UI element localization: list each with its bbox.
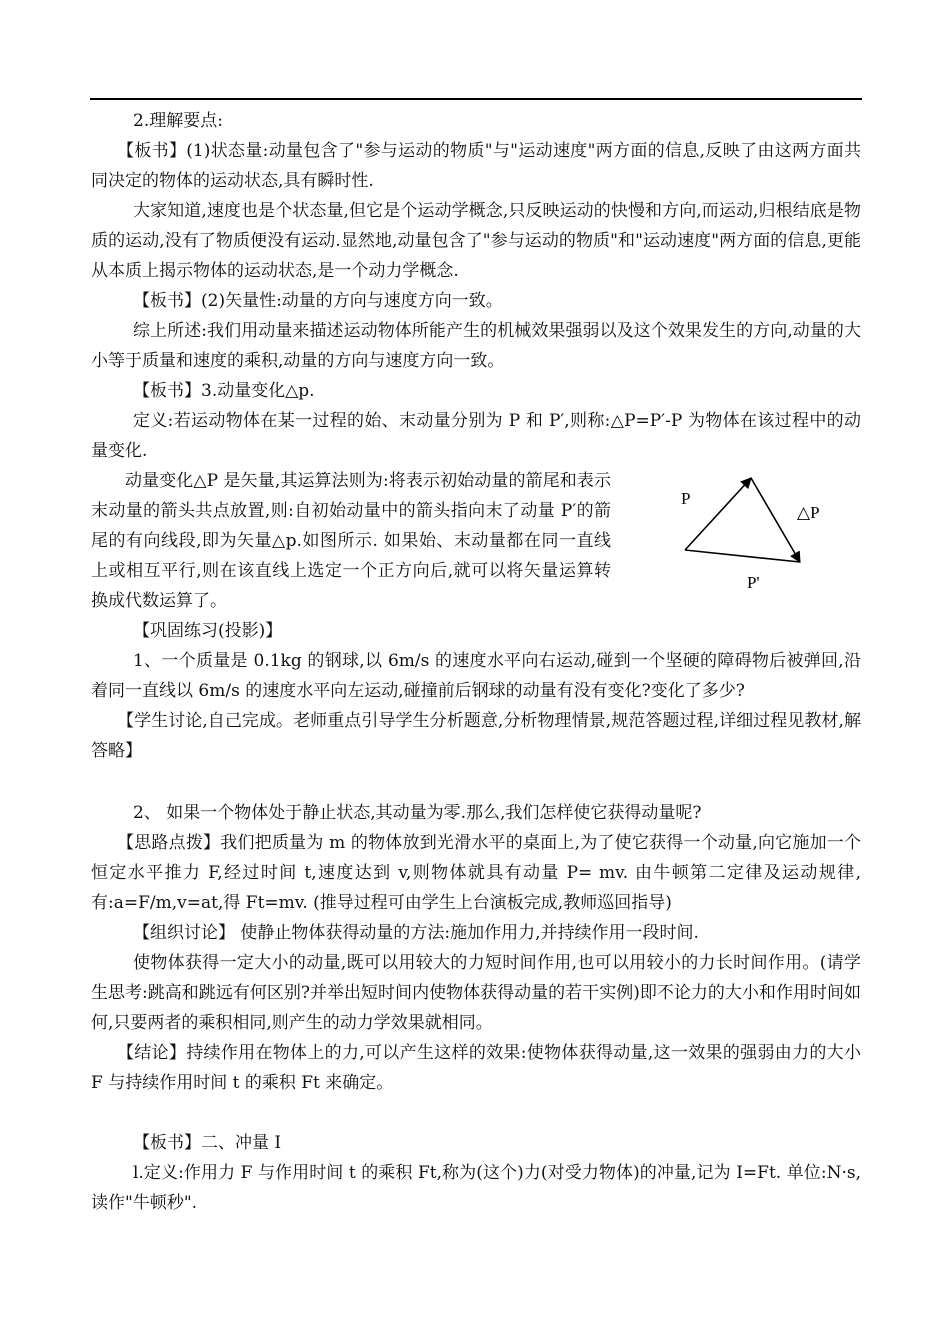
label-delta-p: △P [797,503,820,522]
paragraph: 动量变化△P 是矢量,其运算法则为:将表示初始动量的箭尾和表示末动量的箭头共点放置,则:自初始动量中的箭头指向末了动量 P′的箭尾的有向线段,即为矢量△p.如图所示. 如果始、末动量都在同一直线上或相互平行,则在该直线上选定一个正方向后,就可以将矢量运算转换成代数运算了。 [91,471,611,611]
vector-triangle-figure [665,470,865,590]
paragraph: 【板书】(1)状态量:动量包含了"参与运动的物质"与"运动速度"两方面的信息,反映了由这两方面共同决定的物体的运动状态,具有瞬时性. [91,141,861,191]
paragraph: 【学生讨论,自己完成。老师重点引导学生分析题意,分析物理情景,规范答题过程,详细过程见教材,解答略】 [91,711,861,761]
paragraph: 2、 如果一个物体处于静止状态,其动量为零.那么,我们怎样使它获得动量呢? [133,803,702,823]
paragraph: 【组织讨论】 使静止物体获得动量的方法:施加作用力,并持续作用一段时间. [133,923,699,943]
paragraph: 2.理解要点: [133,111,223,131]
vector-section [91,466,861,616]
document-body [91,106,861,1218]
vector-p-prime-line [685,550,800,562]
paragraph: 【板书】3.动量变化△p. [133,381,315,401]
paragraph: 1、一个质量是 0.1kg 的钢球,以 6m/s 的速度水平向右运动,碰到一个坚硬的障碍物后被弹回,沿着同一直线以 6m/s 的速度水平向左运动,碰撞前后钢球的动量有没有变化?变化了多少? [91,651,861,701]
header-rule [90,98,862,100]
paragraph: 【巩固练习(投影)】 [133,621,283,641]
paragraph: 【思路点拨】我们把质量为 m 的物体放到光滑水平的桌面上,为了使它获得一个动量,向它施加一个恒定水平推力 F,经过时间 t,速度达到 v,则物体就具有动量 P= mv. 由牛顿第二定律及运动规律,有:a=F/m,v=at,得 Ft=mv. (推导过程可由学生上台演板完成,教师巡回指导) [91,833,861,913]
vector-triangle-svg [665,470,865,590]
paragraph: 大家知道,速度也是个状态量,但它是个运动学概念,只反映运动的快慢和方向,而运动,归根结底是物质的运动,没有了物质便没有运动.显然地,动量包含了"参与运动的物质"和"运动速度"两方面的信息,更能从本质上揭示物体的运动状态,是一个动力学概念. [91,201,861,281]
vector-p-arrow [685,478,751,550]
spacer [91,1098,861,1128]
label-p: P [681,489,691,508]
label-p-prime: P' [747,573,760,592]
paragraph: l.定义:作用力 F 与作用时间 t 的乘积 Ft,称为(这个)力(对受力物体)的冲量,记为 I=Ft. 单位:N·s,读作"牛顿秒". [91,1163,861,1213]
paragraph: 使物体获得一定大小的动量,既可以用较大的力短时间作用,也可以用较小的力长时间作用。(请学生思考:跳高和跳远有何区别?并举出短时间内使物体获得动量的若干实例)即不论力的大小和作用时间如何,只要两者的乘积相同,则产生的动力学效果就相同。 [91,953,861,1033]
paragraph: 【板书】(2)矢量性:动量的方向与速度方向一致。 [133,291,503,311]
paragraph: 定义:若运动物体在某一过程的始、末动量分别为 P 和 P′,则称:△P=P′-P 为物体在该过程中的动量变化. [91,411,861,461]
spacer [91,766,861,798]
paragraph: 综上所述:我们用动量来描述运动物体所能产生的机械效果强弱以及这个效果发生的方向,动量的大小等于质量和速度的乘积,动量的方向与速度方向一致。 [91,321,861,371]
vector-delta-p-arrow [751,478,800,562]
paragraph: 【结论】持续作用在物体上的力,可以产生这样的效果:使物体获得动量,这一效果的强弱由力的大小 F 与持续作用时间 t 的乘积 Ft 来确定。 [91,1043,861,1093]
paragraph: 【板书】二、冲量 I [133,1133,282,1153]
